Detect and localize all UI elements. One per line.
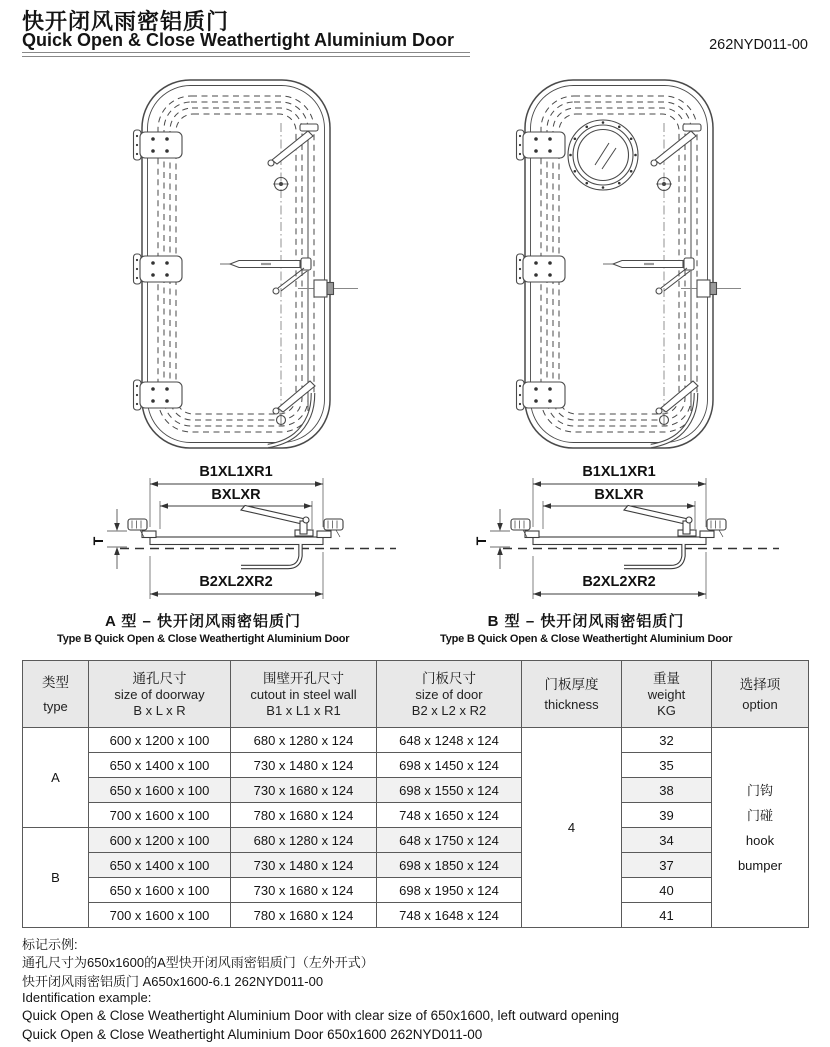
svg-text:B2XL2XR2: B2XL2XR2 — [582, 574, 656, 590]
bent-handle-tube — [624, 544, 684, 567]
type-cell: A — [23, 728, 89, 828]
latch-keeper-icon — [681, 280, 741, 297]
option-line: 门碰 — [746, 807, 773, 823]
porthole-window-icon — [568, 120, 638, 190]
option-line: bumper — [737, 857, 783, 873]
table-row — [23, 728, 809, 753]
doorway-size-cell: 700 x 1600 x 100 — [89, 903, 231, 928]
door-size-cell: 698 x 1950 x 124 — [377, 878, 522, 903]
cross-section-type-a — [90, 461, 400, 601]
svg-text:B1XL1XR1: B1XL1XR1 — [582, 464, 656, 480]
specification-table — [22, 660, 808, 928]
cross-section-type-b — [473, 461, 783, 601]
type-cell: B — [23, 828, 89, 928]
svg-text:BXLXR: BXLXR — [594, 487, 644, 503]
door-drawing-type-a — [132, 77, 362, 451]
svg-text:T: T — [90, 536, 106, 546]
caption-type-b-english: Type B Quick Open & Close Weathertight Aluminium Door — [440, 633, 733, 645]
col-header-option: 选择项 option — [712, 661, 809, 728]
cutout-size-cell: 680 x 1280 x 124 — [231, 728, 377, 753]
hinge-icon — [517, 254, 566, 284]
cutout-size-cell: 730 x 1680 x 124 — [231, 878, 377, 903]
doorway-size-cell: 700 x 1600 x 100 — [89, 803, 231, 828]
cutout-size-cell: 780 x 1680 x 124 — [231, 903, 377, 928]
handle-icon — [220, 258, 311, 294]
col-header-door-size: 门板尺寸 size of door B2 x L2 x R2 — [377, 661, 522, 728]
col-header-thickness: 门板厚度 thickness — [522, 661, 622, 728]
doorway-size-cell: 600 x 1200 x 100 — [89, 728, 231, 753]
weight-cell: 35 — [622, 753, 712, 778]
bent-handle-tube — [241, 544, 301, 567]
handle-icon — [603, 258, 694, 294]
thickness-cell: 4 — [522, 728, 622, 928]
hinge-icon — [134, 380, 183, 410]
door-drawing-type-b — [515, 77, 745, 451]
weight-cell: 34 — [622, 828, 712, 853]
svg-text:B2XL2XR2: B2XL2XR2 — [199, 574, 273, 590]
handle-lever-icon — [624, 506, 696, 537]
table-row — [23, 753, 809, 778]
weight-cell: 37 — [622, 853, 712, 878]
doorway-size-cell: 650 x 1600 x 100 — [89, 778, 231, 803]
doorway-size-cell: 650 x 1400 x 100 — [89, 753, 231, 778]
door-size-cell: 748 x 1648 x 124 — [377, 903, 522, 928]
table-body — [23, 728, 809, 928]
door-size-cell: 648 x 1248 x 124 — [377, 728, 522, 753]
handle-lever-icon — [241, 506, 313, 537]
table-row — [23, 803, 809, 828]
doorway-size-cell: 600 x 1200 x 100 — [89, 828, 231, 853]
weight-cell: 32 — [622, 728, 712, 753]
weight-cell: 39 — [622, 803, 712, 828]
svg-text:BXLXR: BXLXR — [211, 487, 261, 503]
door-size-cell: 698 x 1450 x 124 — [377, 753, 522, 778]
weight-cell: 41 — [622, 903, 712, 928]
cutout-size-cell: 680 x 1280 x 124 — [231, 828, 377, 853]
dog-lever-top-icon — [268, 124, 318, 166]
page-title-english: Quick Open & Close Weathertight Aluminium Door — [22, 30, 455, 50]
identification-example-line2: Quick Open & Close Weathertight Aluminium Door 650x1600 262NYD011-00 — [22, 1027, 483, 1042]
col-header-type: 类型 type — [23, 661, 89, 728]
title-double-rule — [22, 52, 470, 57]
page-title-chinese: 快开闭风雨密铝质门 — [22, 9, 230, 34]
table-row — [23, 778, 809, 803]
cutout-size-cell: 730 x 1680 x 124 — [231, 778, 377, 803]
cutout-size-cell: 730 x 1480 x 124 — [231, 753, 377, 778]
table-row — [23, 903, 809, 928]
identification-example-label: Identification example: — [22, 990, 152, 1005]
hinge-icon — [517, 130, 566, 160]
table-row — [23, 828, 809, 853]
hinge-icon — [134, 254, 183, 284]
caption-type-b-chinese: B 型 – 快开闭风雨密铝质门 — [487, 613, 685, 630]
hinge-icon — [517, 380, 566, 410]
col-header-weight: 重量 weight KG — [622, 661, 712, 728]
weight-cell: 38 — [622, 778, 712, 803]
door-size-cell: 698 x 1850 x 124 — [377, 853, 522, 878]
latch-keeper-icon — [298, 280, 358, 297]
table-row — [23, 853, 809, 878]
dog-lever-top-icon — [651, 124, 701, 166]
marking-example-line1-zh: 通孔尺寸为650x1600的A型快开闭风雨密铝质门（左外开式） — [22, 955, 374, 970]
weight-cell: 40 — [622, 878, 712, 903]
col-header-doorway: 通孔尺寸 size of doorway B x L x R — [89, 661, 231, 728]
cutout-size-cell: 780 x 1680 x 124 — [231, 803, 377, 828]
col-header-cutout: 围壁开孔尺寸 cutout in steel wall B1 x L1 x R1 — [231, 661, 377, 728]
marking-example-label-zh: 标记示例: — [22, 937, 78, 952]
table-header-row — [23, 661, 809, 728]
door-size-cell: 698 x 1550 x 124 — [377, 778, 522, 803]
marking-example-line2-zh: 快开闭风雨密铝质门 A650x1600-6.1 262NYD011-00 — [22, 974, 324, 989]
identification-example-line1: Quick Open & Close Weathertight Aluminium Door with clear size of 650x1600, left outward opening — [22, 1008, 620, 1023]
option-line: hook — [745, 832, 775, 848]
option-line: 门钩 — [746, 782, 773, 798]
table-row — [23, 878, 809, 903]
svg-text:T: T — [473, 536, 489, 546]
hinge-icon — [134, 130, 183, 160]
document-number: 262NYD011-00 — [709, 37, 808, 53]
door-size-cell: 648 x 1750 x 124 — [377, 828, 522, 853]
doorway-size-cell: 650 x 1600 x 100 — [89, 878, 231, 903]
svg-text:B1XL1XR1: B1XL1XR1 — [199, 464, 273, 480]
caption-type-a-chinese: A 型 – 快开闭风雨密铝质门 — [104, 613, 302, 630]
caption-type-a-english: Type B Quick Open & Close Weathertight Aluminium Door — [57, 633, 350, 645]
doorway-size-cell: 650 x 1400 x 100 — [89, 853, 231, 878]
option-cell — [712, 728, 809, 928]
door-size-cell: 748 x 1650 x 124 — [377, 803, 522, 828]
cutout-size-cell: 730 x 1480 x 124 — [231, 853, 377, 878]
